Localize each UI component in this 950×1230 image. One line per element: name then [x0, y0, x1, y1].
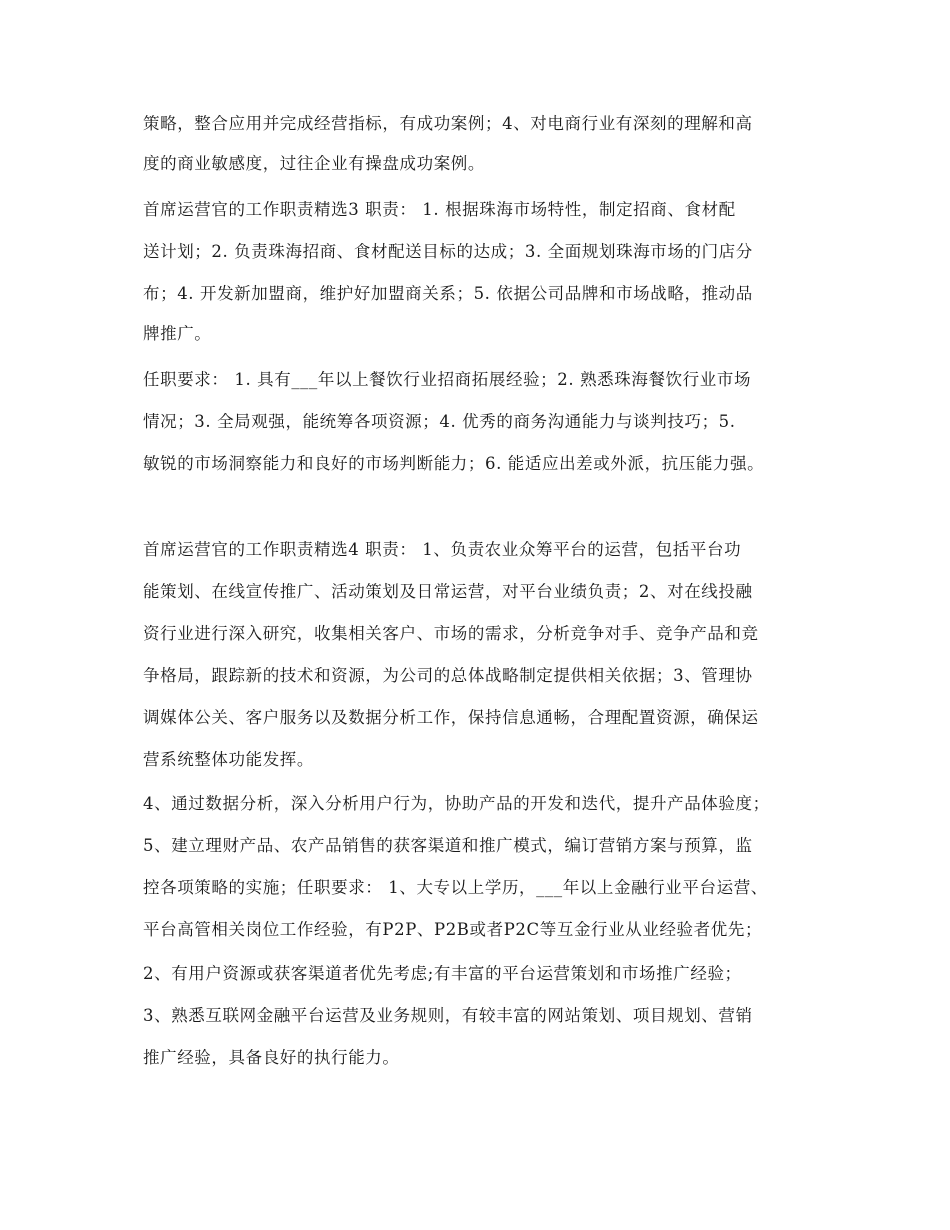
text-line: 推广经验，具备良好的执行能力。 — [143, 1048, 400, 1067]
text-line: 2、有用户资源或获客渠道者优先考虑;有丰富的平台运营策划和市场推广经验； — [143, 964, 742, 983]
text-line: 3、熟悉互联网金融平台运营及业务规则，有较丰富的网站策划、项目规划、营销 — [143, 1006, 753, 1025]
text-line: 布；4. 开发新加盟商，维护好加盟商关系；5. 依据公司品牌和市场战略，推动品 — [143, 284, 753, 303]
text-line: 送计划；2. 负责珠海招商、食材配送目标的达成；3. 全面规划珠海市场的门店分 — [143, 242, 753, 261]
text-line: 营系统整体功能发挥。 — [143, 750, 314, 769]
text-line: 能策划、在线宣传推广、活动策划及日常运营，对平台业绩负责；2、对在线投融 — [143, 582, 753, 601]
text-line: 首席运营官的工作职责精选3 职责： 1. 根据珠海市场特性，制定招商、食材配 — [143, 200, 736, 219]
text-line: 平台高管相关岗位工作经验，有P2P、P2B或者P2C等互金行业从业经验者优先； — [143, 920, 763, 939]
text-line: 争格局，跟踪新的技术和资源，为公司的总体战略制定提供相关依据；3、管理协 — [143, 666, 753, 685]
text-line: 敏锐的市场洞察能力和良好的市场判断能力；6. 能适应出差或外派，抗压能力强。 — [143, 454, 765, 473]
text-line: 控各项策略的实施；任职要求： 1、大专以上学历，___年以上金融行业平台运营、 — [143, 878, 768, 897]
text-line: 资行业进行深入研究，收集相关客户、市场的需求，分析竞争对手、竞争产品和竞 — [143, 624, 759, 643]
text-line: 5、建立理财产品、农产品销售的获客渠道和推广模式，编订营销方案与预算，监 — [143, 836, 753, 855]
text-line: 牌推广。 — [143, 324, 212, 343]
text-line: 首席运营官的工作职责精选4 职责： 1、负责农业众筹平台的运营，包括平台功 — [143, 540, 742, 559]
text-line: 度的商业敏感度，过往企业有操盘成功案例。 — [143, 154, 485, 173]
text-line: 4、通过数据分析，深入分析用户行为，协助产品的开发和迭代，提升产品体验度； — [143, 794, 770, 813]
text-line: 任职要求： 1. 具有___年以上餐饮行业招商拓展经验；2. 熟悉珠海餐饮行业市场 — [143, 370, 752, 389]
text-line: 情况；3. 全局观强，能统筹各项资源；4. 优秀的商务沟通能力与谈判技巧；5. — [143, 412, 736, 431]
text-line: 策略，整合应用并完成经营指标，有成功案例；4、对电商行业有深刻的理解和高 — [143, 114, 753, 133]
text-line: 调媒体公关、客户服务以及数据分析工作，保持信息通畅，合理配置资源，确保运 — [143, 708, 759, 727]
